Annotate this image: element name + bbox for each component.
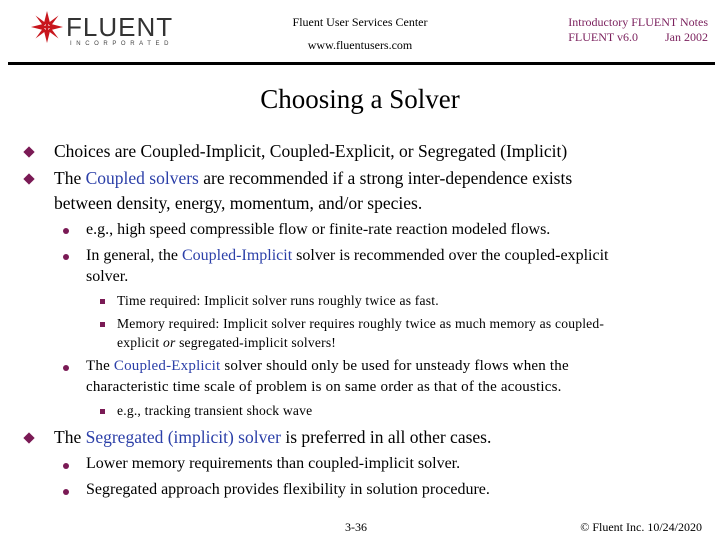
bullet-text-continued: between density, energy, momentum, and/or species. — [54, 193, 423, 213]
tertiary-bullet-text: Memory required: Implicit solver requires roughly twice as much memory as coupled- — [117, 316, 605, 331]
bullet-diamond-icon — [23, 432, 34, 443]
fluent-logo — [30, 10, 174, 50]
copyright: © Fluent Inc. 10/24/2020 — [580, 520, 702, 534]
bullet-text: The Segregated (implicit) solver is preferred in all other cases. — [54, 427, 492, 447]
logo-wordmark: FLUENT — [66, 12, 174, 42]
sub-bullet-text: Lower memory requirements than coupled-implicit solver. — [86, 455, 461, 472]
sub-bullet-dot-icon — [63, 489, 69, 495]
header-version: FLUENT v6.0 — [568, 30, 639, 44]
highlight-term: Coupled-Explicit — [113, 358, 221, 374]
highlight-term: Coupled-Implicit — [181, 247, 293, 264]
bullet-diamond-icon — [23, 173, 34, 184]
sub-bullet-text: Segregated approach provides flexibility in solution procedure. — [86, 481, 490, 498]
header-divider — [8, 62, 715, 65]
tertiary-bullet-square-icon — [100, 322, 105, 327]
tertiary-bullet-text-continued: explicit or segregated-implicit solvers! — [117, 335, 337, 350]
logo-subtext: INCORPORATED — [70, 41, 174, 47]
header-center-title: Fluent User Services Center — [292, 15, 428, 29]
highlight-term: Coupled solvers — [85, 168, 199, 188]
sub-bullet-dot-icon — [63, 365, 69, 371]
page-number: 3-36 — [345, 520, 367, 534]
header-right-title: Introductory FLUENT Notes — [568, 15, 708, 29]
bullet-text: Choices are Coupled-Implicit, Coupled-Explicit, or Segregated (Implicit) — [54, 141, 568, 161]
sub-bullet-text-continued: solver. — [86, 268, 129, 285]
sub-bullet-text-continued: characteristic time scale of problem is on same order as that of the acoustics. — [86, 379, 562, 395]
bullet-diamond-icon — [23, 146, 34, 157]
header-center-url: www.fluentusers.com — [307, 38, 413, 52]
tertiary-bullet-square-icon — [100, 409, 105, 414]
tertiary-bullet-text: e.g., tracking transient shock wave — [117, 403, 313, 418]
bullet-text: The Coupled solvers are recommended if a strong inter-dependence exists — [54, 168, 573, 188]
tertiary-bullet-square-icon — [100, 299, 105, 304]
sub-bullet-dot-icon — [63, 463, 69, 469]
sub-bullet-text: In general, the Coupled-Implicit solver is recommended over the coupled-explicit — [86, 247, 609, 264]
sub-bullet-text: The Coupled-Explicit solver should only be used for unsteady flows when the — [86, 358, 569, 374]
fluent-logo-star-icon — [30, 10, 64, 44]
tertiary-bullet-text: Time required: Implicit solver runs roughly twice as fast. — [117, 293, 439, 308]
header-date: Jan 2002 — [665, 30, 708, 44]
sub-bullet-dot-icon — [63, 254, 69, 260]
page-title: Choosing a Solver — [260, 84, 460, 114]
sub-bullet-text: e.g., high speed compressible flow or finite-rate reaction modeled flows. — [86, 221, 551, 238]
header-right — [568, 15, 708, 45]
highlight-term: Segregated (implicit) solver — [85, 427, 281, 447]
sub-bullet-dot-icon — [63, 228, 69, 234]
